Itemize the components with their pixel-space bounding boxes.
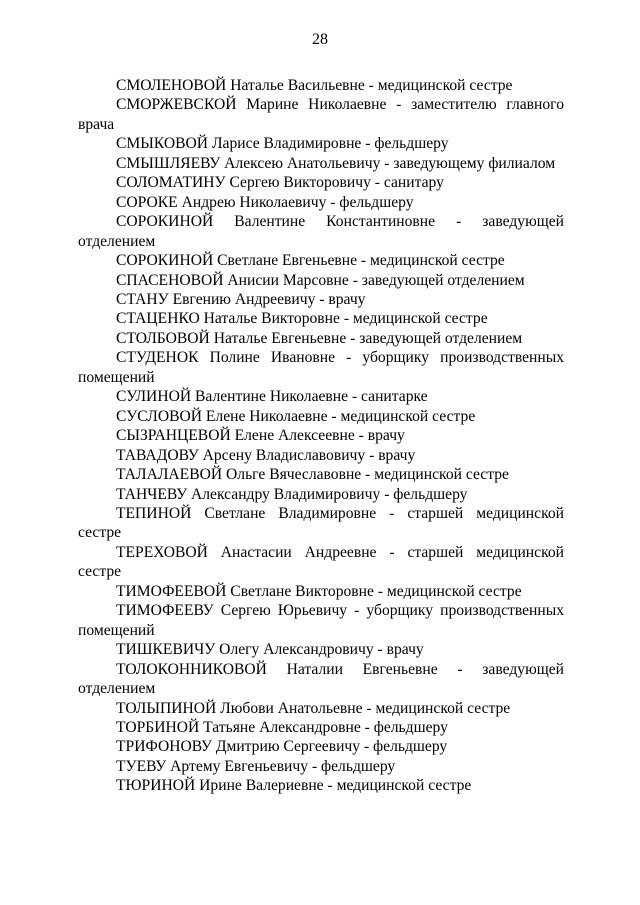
list-entry: ТОЛЫПИНОЙ Любови Анатольевне - медицинской сестре (116, 699, 511, 717)
list-entry: СПАСЕНОВОЙ Анисии Марсовне - заведующей отделением (116, 271, 525, 289)
list-entry: СТАЦЕНКО Наталье Викторовне - медицинской сестре (116, 310, 488, 328)
list-entry: СМЫШЛЯЕВУ Алексею Анатольевичу - заведующему филиалом (116, 154, 556, 172)
list-entry: ТАВАДОВУ Арсену Владиславовичу - врачу (116, 446, 416, 464)
list-entry: СЫЗРАНЦЕВОЙ Елене Алексеевне - врачу (116, 427, 405, 445)
list-entry: ТАЛАЛАЕВОЙ Ольге Вячеславовне - медицинской сестре (116, 466, 509, 484)
page-number: 28 (312, 31, 328, 48)
list-entry: СОРОКИНОЙ Светлане Евгеньевне - медицинской сестре (116, 252, 505, 270)
list-entry: СТУДЕНОК Полине Ивановне - уборщику производственных помещений (78, 349, 564, 386)
list-entry: ТИМОФЕЕВУ Сергею Юрьевичу - уборщику производственных помещений (78, 602, 564, 639)
list-entry: СОРОКИНОЙ Валентине Константиновне - заведующей отделением (78, 213, 564, 250)
list-entry: СТАНУ Евгению Андреевичу - врачу (116, 290, 366, 308)
list-entry: СУЛИНОЙ Валентине Николаевне - санитарке (116, 388, 428, 406)
list-entry: ТУЕВУ Артему Евгеньевичу - фельдшеру (116, 757, 396, 775)
award-list (78, 76, 564, 796)
list-entry: ТЕПИНОЙ Светлане Владимировне - старшей медицинской сестре (78, 504, 564, 542)
list-entry: СМОЛЕНОВОЙ Наталье Васильевне - медицинской сестре (116, 77, 513, 94)
list-entry: СМОРЖЕВСКОЙ Марине Николаевне - заместителю главного врача (78, 96, 564, 133)
list-entry: СМЫКОВОЙ Ларисе Владимировне - фельдшеру (116, 135, 449, 153)
list-entry: ТОЛОКОННИКОВОЙ Наталии Евгеньевне - заведующей отделением (78, 660, 564, 698)
list-entry: ТИМОФЕЕВОЙ Светлане Викторовне - медицинской сестре (116, 582, 522, 600)
list-entry: ТИШКЕВИЧУ Олегу Александровичу - врачу (116, 641, 424, 659)
list-entry: ТЕРЕХОВОЙ Анастасии Андреевне - старшей медицинской сестре (78, 543, 564, 581)
list-entry: ТРИФОНОВУ Дмитрию Сергеевичу - фельдшеру (116, 738, 448, 756)
list-entry: ТАНЧЕВУ Александру Владимировичу - фельдшеру (116, 485, 468, 503)
list-entry: СУСЛОВОЙ Елене Николаевне - медицинской сестре (116, 407, 476, 425)
list-entry: СОЛОМАТИНУ Сергею Викторовичу - санитару (116, 174, 444, 192)
list-entry: СТОЛБОВОЙ Наталье Евгеньевне - заведующей отделением (116, 329, 523, 347)
list-entry: ТЮРИНОЙ Ирине Валериевне - медицинской сестре (116, 777, 472, 795)
list-entry: ТОРБИНОЙ Татьяне Александровне - фельдшеру (116, 718, 448, 736)
list-entry: СОРОКЕ Андрею Николаевичу - фельдшеру (116, 193, 414, 211)
